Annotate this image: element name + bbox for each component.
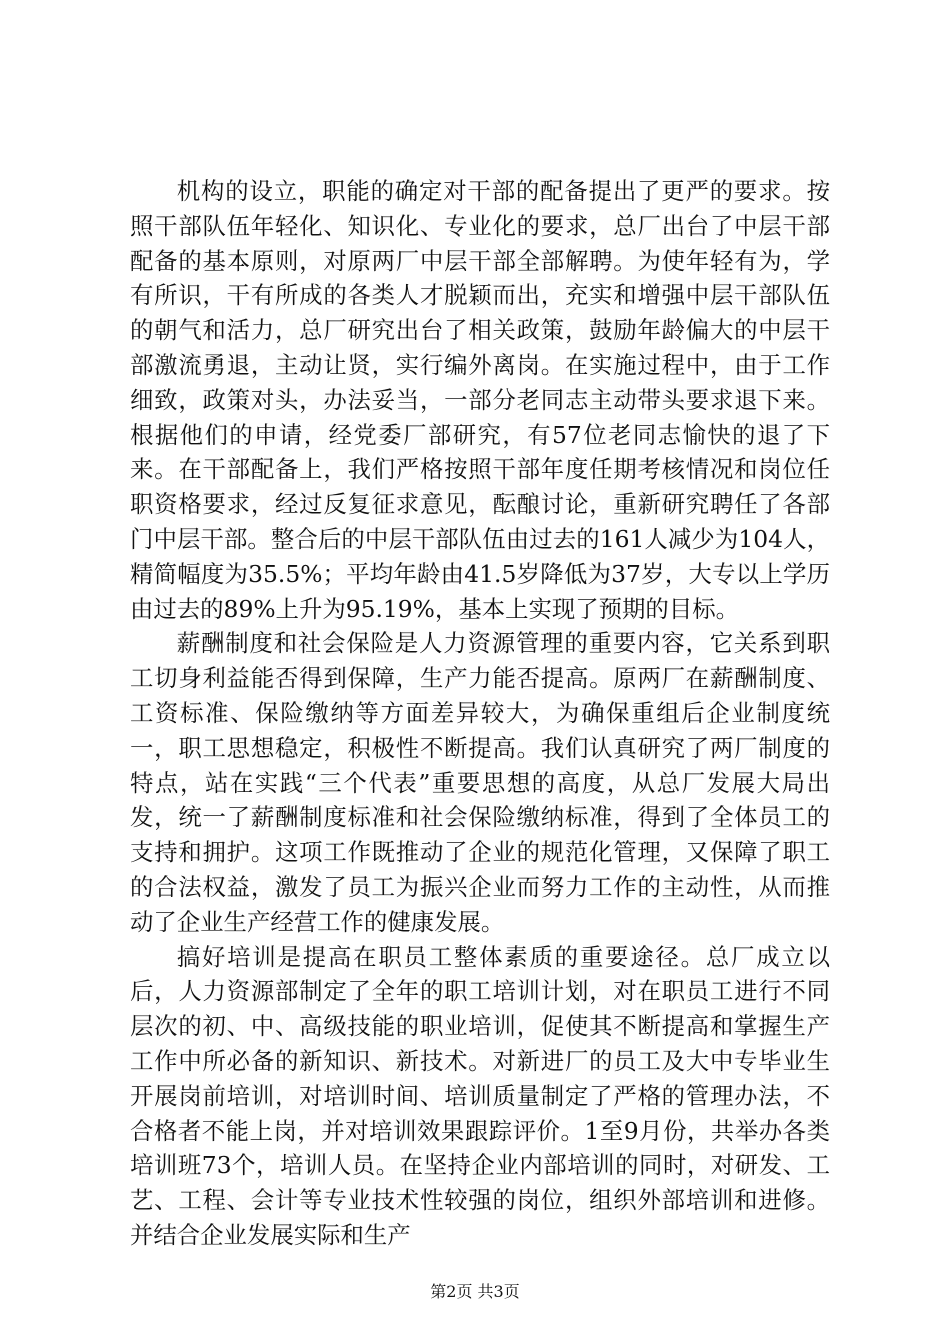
document-body	[130, 174, 830, 1253]
paragraph-cadre-staffing: 机构的设立，职能的确定对干部的配备提出了更严的要求。按照干部队伍年轻化、知识化、专业化的要求，总厂出台了中层干部配备的基本原则，对原两厂中层干部全部解聘。为使年轻有为，学有所识，干有所成的各类人才脱颖而出，充实和增强中层干部队伍的朝气和活力，总厂研究出台了相关政策，鼓励年龄偏大的中层干部激流勇退，主动让贤，实行编外离岗。在实施过程中，由于工作细致，政策对头，办法妥当，一部分老同志主动带头要求退下来。根据他们的申请，经党委厂部研究，有57位老同志愉快的退了下来。在干部配备上，我们严格按照干部年度任期考核情况和岗位任职资格要求，经过反复征求意见，酝酿讨论，重新研究聘任了各部门中层干部。整合后的中层干部队伍由过去的161人减少为104人，精简幅度为35.5%；平均年龄由41.5岁降低为37岁，大专以上学历由过去的89%上升为95.19%，基本上实现了预期的目标。	[130, 177, 830, 623]
paragraph-training: 搞好培训是提高在职员工整体素质的重要途径。总厂成立以后，人力资源部制定了全年的职工培训计划，对在职员工进行不同层次的初、中、高级技能的职业培训，促使其不断提高和掌握生产工作中所必备的新知识、新技术。对新进厂的员工及大中专毕业生开展岗前培训，对培训时间、培训质量制定了严格的管理办法，不合格者不能上岗，并对培训效果跟踪评价。1至9月份，共举办各类培训班73个，培训人员。在坚持企业内部培训的同时，对研发、工艺、工程、会计等专业技术性较强的岗位，组织外部培训和进修。并结合企业发展实际和生产	[130, 942, 830, 1249]
page-number-footer: 第2页 共3页	[430, 1282, 520, 1301]
paragraph-salary-insurance: 薪酬制度和社会保险是人力资源管理的重要内容，它关系到职工切身利益能否得到保障，生产力能否提高。原两厂在薪酬制度、工资标准、保险缴纳等方面差异较大，为确保重组后企业制度统一，职工思想稳定，积极性不断提高。我们认真研究了两厂制度的特点，站在实践“三个代表”重要思想的高度，从总厂发展大局出发，统一了薪酬制度标准和社会保险缴纳标准，得到了全体员工的支持和拥护。这项工作既推动了企业的规范化管理，又保障了职工的合法权益，激发了员工为振兴企业而努力工作的主动性，从而推动了企业生产经营工作的健康发展。	[130, 629, 830, 936]
